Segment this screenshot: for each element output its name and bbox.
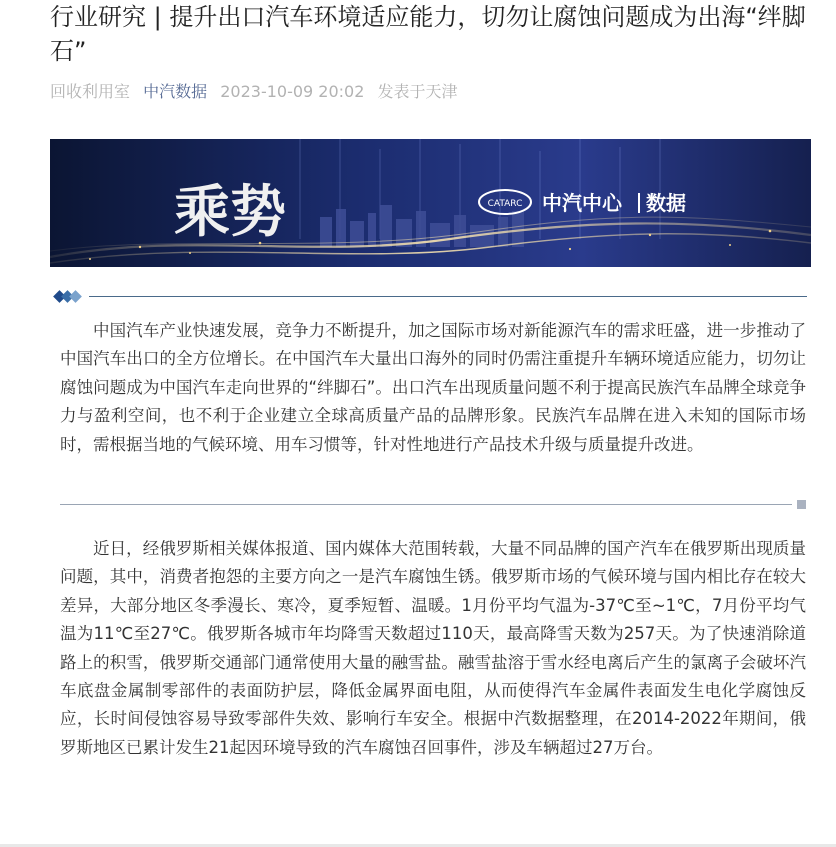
meta-location: 发表于天津 — [377, 82, 458, 101]
article-paragraph: 近日，经俄罗斯相关媒体报道、国内媒体大范围转载，大量不同品牌的国产汽车在俄罗斯出现质量问题，其中，消费者抱怨的主要方向之一是汽车腐蚀生锈。俄罗斯市场的气候环境与国内相比存在较大差异，大部分地区冬季漫长、寒冷，夏季短暂、温暖。1月份平均气温为-37℃至~1℃，7月份平均气温为11℃至27℃。俄罗斯各城市年均降雪天数超过110天，最高降雪天数为257天。为了快速消除道路上的积雪，俄罗斯交通部门通常使用大量的融雪盐。融雪盐溶于雪水经电离后产生的氯离子会破坏汽车底盘金属制零部件的表面防护层，降低金属界面电阻，从而使得汽车金属件表面发生电化学腐蚀反应，长时间侵蚀容易导致零部件失效、影响行车安全。根据中汽数据整理，在2014-2022年期间，俄罗斯地区已累计发生21起因环境导致的汽车腐蚀召回事件，涉及车辆超过27万台。 — [60, 539, 806, 757]
article-meta — [50, 80, 466, 104]
meta-account-link[interactable]: 中汽数据 — [143, 82, 208, 101]
banner-logo-text: CATARC — [487, 199, 523, 209]
article-title: 行业研究 | 提升出口汽车环境适应能力，切勿让腐蚀问题成为出海“绊脚石” — [50, 3, 806, 65]
banner-org-sub: 数据 — [646, 191, 686, 215]
square-icon — [797, 500, 806, 509]
article-banner-image — [50, 139, 811, 267]
section-divider-top — [55, 290, 807, 304]
article-paragraph: 中国汽车产业快速发展，竞争力不断提升，加之国际市场对新能源汽车的需求旺盛，进一步推动了中国汽车出口的全方位增长。在中国汽车大量出口海外的同时仍需注重提升车辆环境适应能力，切勿让腐蚀问题成为中国汽车走向世界的“绊脚石”。出口汽车出现质量问题不利于提高民族汽车品牌全球竞争力与盈利空间，也不利于企业建立全球高质量产品的品牌形象。民族汽车品牌在进入未知的国际市场时，需根据当地的气候环境、用车习惯等，针对性地进行产品技术升级与质量提升改进。 — [60, 321, 806, 454]
banner-calligraphy: 乘势 — [174, 179, 286, 245]
meta-source: 回收利用室 — [50, 82, 131, 101]
meta-datetime: 2023-10-09 20:02 — [220, 82, 365, 101]
section-divider-middle — [60, 500, 806, 512]
diamond-icon — [69, 290, 82, 303]
banner-org-name: 中汽中心 — [542, 191, 622, 215]
